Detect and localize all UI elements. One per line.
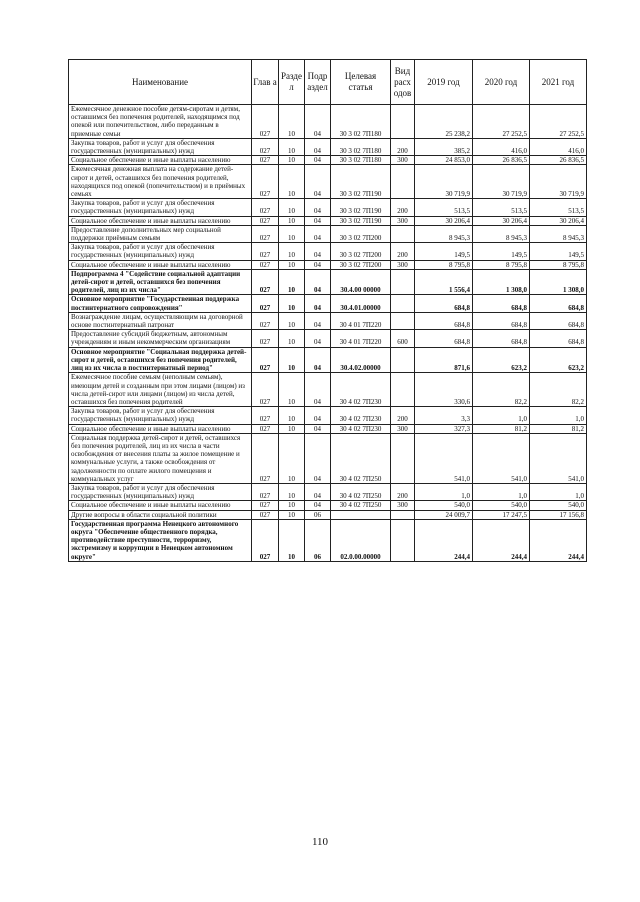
cell-2019: 540,0 xyxy=(415,501,473,510)
cell-2021: 81,2 xyxy=(530,424,587,433)
cell-podrazdel: 04 xyxy=(305,330,331,347)
table-row xyxy=(69,199,587,216)
cell-podrazdel: 04 xyxy=(305,295,331,312)
cell-2020: 513,5 xyxy=(473,199,530,216)
cell-2019: 8 795,8 xyxy=(415,260,473,269)
cell-2020: 540,0 xyxy=(473,501,530,510)
header-2020: 2020 год xyxy=(473,60,530,105)
cell-2019: 25 238,2 xyxy=(415,105,473,139)
cell-2019: 541,0 xyxy=(415,433,473,483)
table-row xyxy=(69,269,587,295)
cell-glava: 027 xyxy=(252,347,279,373)
cell-glava: 027 xyxy=(252,225,279,242)
cell-2021: 684,8 xyxy=(530,312,587,329)
cell-name: Социальное обеспечение и иные выплаты населению xyxy=(69,260,252,269)
header-podrazdel: Подр аздел xyxy=(305,60,331,105)
cell-vid: 300 xyxy=(391,501,415,510)
cell-2019: 24 853,0 xyxy=(415,156,473,165)
cell-target: 30 4 02 7П230 xyxy=(331,373,391,407)
cell-vid xyxy=(391,105,415,139)
cell-glava: 027 xyxy=(252,424,279,433)
cell-razdel: 10 xyxy=(279,269,305,295)
cell-glava: 027 xyxy=(252,433,279,483)
cell-2019: 3,3 xyxy=(415,407,473,424)
cell-target: 30 3 02 7П190 xyxy=(331,199,391,216)
cell-target: 30 3 02 7П190 xyxy=(331,216,391,225)
cell-vid: 200 xyxy=(391,483,415,500)
cell-podrazdel: 04 xyxy=(305,347,331,373)
table-row xyxy=(69,373,587,407)
header-glava: Глав а xyxy=(252,60,279,105)
cell-2020: 416,0 xyxy=(473,138,530,155)
table-row xyxy=(69,510,587,519)
cell-podrazdel: 04 xyxy=(305,373,331,407)
cell-glava: 027 xyxy=(252,483,279,500)
cell-2021: 30 719,9 xyxy=(530,165,587,199)
cell-target: 30 3 02 7П190 xyxy=(331,165,391,199)
cell-name: Основное мероприятие "Государственная поддержка постинтернатного сопровождения" xyxy=(69,295,252,312)
cell-vid: 300 xyxy=(391,260,415,269)
cell-2021: 1,0 xyxy=(530,407,587,424)
cell-glava: 027 xyxy=(252,165,279,199)
table-row xyxy=(69,519,587,561)
cell-glava: 027 xyxy=(252,105,279,139)
table-row xyxy=(69,105,587,139)
cell-target: 30 3 02 7П180 xyxy=(331,156,391,165)
cell-razdel: 10 xyxy=(279,433,305,483)
header-vid: Вид расх одов xyxy=(391,60,415,105)
cell-2020: 27 252,5 xyxy=(473,105,530,139)
cell-razdel: 10 xyxy=(279,330,305,347)
cell-vid xyxy=(391,269,415,295)
cell-name: Ежемесячное денежное пособие детям-сиротам и детям, оставшимся без попечения родителей, находящимся под опекой или попечительством, либо переданным в приемные семьи xyxy=(69,105,252,139)
cell-name: Социальная поддержка детей-сирот и детей, оставшихся без попечения родителей, лиц из их числа в части освобождения от внесения платы за жилое помещение и коммунальные услуги, а также освобождения от задолженности по оплате жилого помещения и коммунальных услуг xyxy=(69,433,252,483)
cell-podrazdel: 04 xyxy=(305,501,331,510)
cell-razdel: 10 xyxy=(279,216,305,225)
cell-2020: 8 795,8 xyxy=(473,260,530,269)
cell-target: 02.0.00.00000 xyxy=(331,519,391,561)
cell-2019: 684,8 xyxy=(415,312,473,329)
cell-2019: 24 009,7 xyxy=(415,510,473,519)
cell-vid xyxy=(391,510,415,519)
cell-2020: 684,8 xyxy=(473,312,530,329)
cell-name: Вознаграждение лицам, осуществляющим на договорной основе постинтернатный патронат xyxy=(69,312,252,329)
cell-2021: 8 945,3 xyxy=(530,225,587,242)
cell-podrazdel: 04 xyxy=(305,105,331,139)
cell-glava: 027 xyxy=(252,243,279,260)
cell-glava: 027 xyxy=(252,269,279,295)
cell-name: Социальное обеспечение и иные выплаты населению xyxy=(69,501,252,510)
cell-glava: 027 xyxy=(252,501,279,510)
cell-2020: 81,2 xyxy=(473,424,530,433)
cell-vid xyxy=(391,295,415,312)
cell-name: Закупка товаров, работ и услуг для обеспечения государственных (муниципальных) нужд xyxy=(69,407,252,424)
cell-razdel: 10 xyxy=(279,156,305,165)
cell-2020: 8 945,3 xyxy=(473,225,530,242)
cell-2020: 1,0 xyxy=(473,407,530,424)
cell-razdel: 10 xyxy=(279,165,305,199)
cell-2021: 684,8 xyxy=(530,295,587,312)
cell-vid: 600 xyxy=(391,330,415,347)
cell-razdel: 10 xyxy=(279,501,305,510)
cell-name: Ежемесячная денежная выплата на содержание детей-сирот и детей, оставшихся без попечения родителей, находящихся под опекой (попечительством) и в приёмных семьях xyxy=(69,165,252,199)
cell-vid xyxy=(391,165,415,199)
cell-glava: 027 xyxy=(252,510,279,519)
cell-podrazdel: 04 xyxy=(305,156,331,165)
table-row xyxy=(69,295,587,312)
cell-razdel: 10 xyxy=(279,243,305,260)
cell-razdel: 10 xyxy=(279,138,305,155)
header-razdel: Разде л xyxy=(279,60,305,105)
table-row xyxy=(69,424,587,433)
cell-podrazdel: 04 xyxy=(305,199,331,216)
cell-2021: 540,0 xyxy=(530,501,587,510)
cell-glava: 027 xyxy=(252,260,279,269)
cell-name: Закупка товаров, работ и услуг для обеспечения государственных (муниципальных) нужд xyxy=(69,138,252,155)
cell-razdel: 10 xyxy=(279,225,305,242)
header-name: Наименование xyxy=(69,60,252,105)
cell-razdel: 10 xyxy=(279,199,305,216)
cell-target: 30.4.02.00000 xyxy=(331,347,391,373)
cell-name: Государственная программа Ненецкого автономного округа "Обеспечение общественного порядка, противодействие преступности, терроризму, экстремизму и коррупции в Ненецком автономном округе" xyxy=(69,519,252,561)
cell-target: 30.4.01.00000 xyxy=(331,295,391,312)
cell-name: Социальное обеспечение и иные выплаты населению xyxy=(69,216,252,225)
table-row xyxy=(69,216,587,225)
cell-2021: 8 795,8 xyxy=(530,260,587,269)
cell-glava: 027 xyxy=(252,216,279,225)
cell-target: 30 4 01 7П220 xyxy=(331,312,391,329)
cell-2019: 385,2 xyxy=(415,138,473,155)
cell-target: 30 3 02 7П200 xyxy=(331,225,391,242)
cell-razdel: 10 xyxy=(279,347,305,373)
cell-name: Закупка товаров, работ и услуг для обеспечения государственных (муниципальных) нужд xyxy=(69,243,252,260)
cell-razdel: 10 xyxy=(279,407,305,424)
cell-2019: 30 719,9 xyxy=(415,165,473,199)
cell-razdel: 10 xyxy=(279,260,305,269)
cell-target: 30.4.00 00000 xyxy=(331,269,391,295)
cell-name: Предоставление субсидий бюджетным, автономным учреждениям и иным некоммерческим организациям xyxy=(69,330,252,347)
cell-podrazdel: 06 xyxy=(305,510,331,519)
cell-podrazdel: 04 xyxy=(305,165,331,199)
cell-podrazdel: 04 xyxy=(305,138,331,155)
cell-2019: 327,3 xyxy=(415,424,473,433)
table-row xyxy=(69,433,587,483)
cell-podrazdel: 04 xyxy=(305,216,331,225)
cell-2021: 513,5 xyxy=(530,199,587,216)
cell-podrazdel: 04 xyxy=(305,433,331,483)
cell-2021: 1,0 xyxy=(530,483,587,500)
cell-2019: 30 206,4 xyxy=(415,216,473,225)
table-row xyxy=(69,260,587,269)
cell-name: Закупка товаров, работ и услуг для обеспечения государственных (муниципальных) нужд xyxy=(69,199,252,216)
cell-2020: 17 247,5 xyxy=(473,510,530,519)
table-row xyxy=(69,483,587,500)
cell-2020: 541,0 xyxy=(473,433,530,483)
cell-2020: 684,8 xyxy=(473,330,530,347)
cell-vid: 200 xyxy=(391,243,415,260)
table-row xyxy=(69,330,587,347)
table-header-row xyxy=(69,60,587,105)
cell-podrazdel: 04 xyxy=(305,424,331,433)
cell-vid xyxy=(391,225,415,242)
cell-target: 30 4 02 7П250 xyxy=(331,483,391,500)
table-row xyxy=(69,138,587,155)
cell-vid: 300 xyxy=(391,424,415,433)
cell-2019: 1 556,4 xyxy=(415,269,473,295)
header-2019: 2019 год xyxy=(415,60,473,105)
cell-2019: 871,6 xyxy=(415,347,473,373)
table-row xyxy=(69,165,587,199)
cell-2019: 1,0 xyxy=(415,483,473,500)
table-row xyxy=(69,312,587,329)
cell-name: Предоставление дополнительных мер социальной поддержки приёмным семьям xyxy=(69,225,252,242)
cell-vid xyxy=(391,373,415,407)
cell-2019: 8 945,3 xyxy=(415,225,473,242)
cell-target xyxy=(331,510,391,519)
cell-target: 30 3 02 7П200 xyxy=(331,243,391,260)
cell-2021: 416,0 xyxy=(530,138,587,155)
cell-2021: 244,4 xyxy=(530,519,587,561)
cell-target: 30 4 02 7П230 xyxy=(331,424,391,433)
cell-vid xyxy=(391,433,415,483)
cell-razdel: 10 xyxy=(279,373,305,407)
cell-vid: 200 xyxy=(391,199,415,216)
cell-glava: 027 xyxy=(252,519,279,561)
cell-glava: 027 xyxy=(252,373,279,407)
cell-2020: 623,2 xyxy=(473,347,530,373)
cell-2019: 513,5 xyxy=(415,199,473,216)
cell-razdel: 10 xyxy=(279,424,305,433)
cell-2020: 30 206,4 xyxy=(473,216,530,225)
cell-2020: 1,0 xyxy=(473,483,530,500)
cell-podrazdel: 04 xyxy=(305,483,331,500)
cell-glava: 027 xyxy=(252,312,279,329)
page-number: 110 xyxy=(311,836,329,848)
cell-name: Социальное обеспечение и иные выплаты населению xyxy=(69,424,252,433)
cell-2020: 684,8 xyxy=(473,295,530,312)
cell-target: 30 4 02 7П250 xyxy=(331,433,391,483)
cell-2021: 27 252,5 xyxy=(530,105,587,139)
cell-2021: 623,2 xyxy=(530,347,587,373)
table-body xyxy=(69,105,587,562)
cell-razdel: 10 xyxy=(279,295,305,312)
cell-razdel: 10 xyxy=(279,105,305,139)
cell-2021: 541,0 xyxy=(530,433,587,483)
cell-podrazdel: 06 xyxy=(305,519,331,561)
cell-2021: 26 836,5 xyxy=(530,156,587,165)
cell-2020: 1 308,0 xyxy=(473,269,530,295)
cell-2020: 82,2 xyxy=(473,373,530,407)
cell-razdel: 10 xyxy=(279,483,305,500)
cell-razdel: 10 xyxy=(279,312,305,329)
cell-2021: 30 206,4 xyxy=(530,216,587,225)
cell-podrazdel: 04 xyxy=(305,260,331,269)
table-row xyxy=(69,156,587,165)
cell-name: Социальное обеспечение и иные выплаты населению xyxy=(69,156,252,165)
table-row xyxy=(69,501,587,510)
cell-2020: 26 836,5 xyxy=(473,156,530,165)
cell-target: 30 4 01 7П220 xyxy=(331,330,391,347)
cell-vid: 300 xyxy=(391,216,415,225)
cell-podrazdel: 04 xyxy=(305,225,331,242)
cell-vid: 200 xyxy=(391,138,415,155)
cell-podrazdel: 04 xyxy=(305,312,331,329)
cell-vid: 300 xyxy=(391,156,415,165)
table-row xyxy=(69,243,587,260)
cell-glava: 027 xyxy=(252,295,279,312)
table-row xyxy=(69,347,587,373)
header-2021: 2021 год xyxy=(530,60,587,105)
cell-name: Подпрограмма 4 "Содействие социальной адаптации детей-сирот и детей, оставшихся без попечения родителей, лиц из их числа" xyxy=(69,269,252,295)
cell-vid xyxy=(391,312,415,329)
table-row xyxy=(69,225,587,242)
cell-target: 30 4 02 7П250 xyxy=(331,501,391,510)
cell-name: Основное мероприятие "Социальная поддержка детей-сирот и детей, оставшихся без попечения родителей, лиц из их числа в постинтернатный период" xyxy=(69,347,252,373)
cell-2019: 149,5 xyxy=(415,243,473,260)
cell-name: Ежемесячное пособие семьям (неполным семьям), имеющим детей и созданным при этом лицами (лицом) из числа детей-сирот или лицами (лицом) из числа детей, оставшихся без попечения родителей xyxy=(69,373,252,407)
cell-2020: 30 719,9 xyxy=(473,165,530,199)
cell-target: 30 4 02 7П230 xyxy=(331,407,391,424)
cell-glava: 027 xyxy=(252,199,279,216)
cell-target: 30 3 02 7П180 xyxy=(331,105,391,139)
cell-glava: 027 xyxy=(252,330,279,347)
cell-2021: 1 308,0 xyxy=(530,269,587,295)
cell-vid xyxy=(391,347,415,373)
cell-name: Другие вопросы в области социальной политики xyxy=(69,510,252,519)
cell-podrazdel: 04 xyxy=(305,243,331,260)
cell-razdel: 10 xyxy=(279,519,305,561)
cell-2021: 82,2 xyxy=(530,373,587,407)
cell-2019: 244,4 xyxy=(415,519,473,561)
cell-2019: 330,6 xyxy=(415,373,473,407)
cell-vid: 200 xyxy=(391,407,415,424)
cell-2019: 684,8 xyxy=(415,330,473,347)
cell-2020: 149,5 xyxy=(473,243,530,260)
cell-2021: 684,8 xyxy=(530,330,587,347)
cell-glava: 027 xyxy=(252,156,279,165)
cell-podrazdel: 04 xyxy=(305,269,331,295)
cell-name: Закупка товаров, работ и услуг для обеспечения государственных (муниципальных) нужд xyxy=(69,483,252,500)
cell-glava: 027 xyxy=(252,138,279,155)
cell-glava: 027 xyxy=(252,407,279,424)
cell-2021: 17 156,8 xyxy=(530,510,587,519)
cell-target: 30 3 02 7П180 xyxy=(331,138,391,155)
header-target: Целевая статья xyxy=(331,60,391,105)
table-row xyxy=(69,407,587,424)
budget-table xyxy=(68,59,587,562)
cell-razdel: 10 xyxy=(279,510,305,519)
cell-2020: 244,4 xyxy=(473,519,530,561)
cell-vid xyxy=(391,519,415,561)
cell-target: 30 3 02 7П200 xyxy=(331,260,391,269)
cell-2021: 149,5 xyxy=(530,243,587,260)
cell-podrazdel: 04 xyxy=(305,407,331,424)
cell-2019: 684,8 xyxy=(415,295,473,312)
